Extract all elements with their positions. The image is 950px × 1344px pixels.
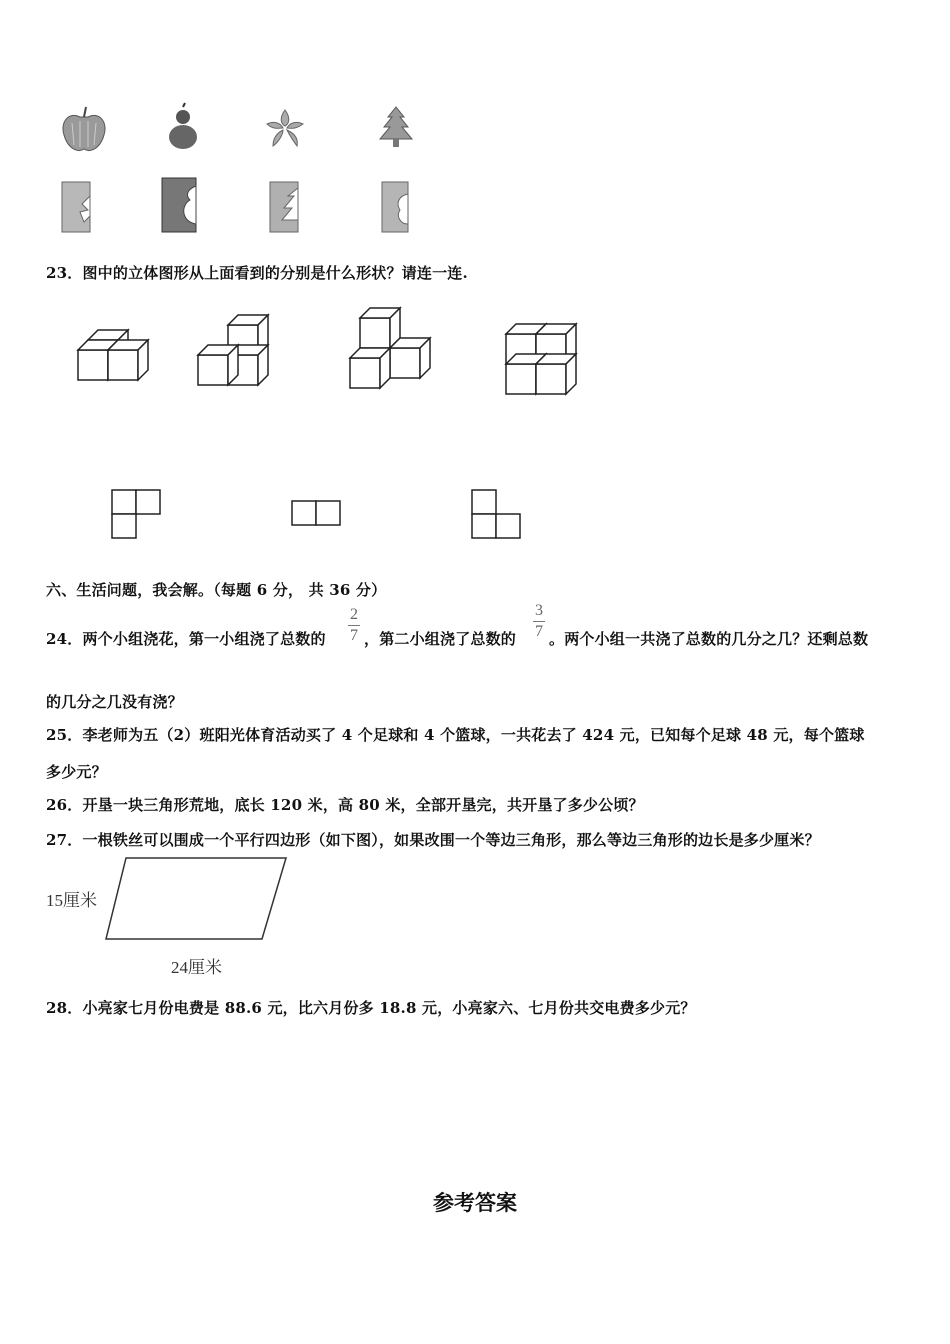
base-length-label: 24厘米 <box>171 958 222 977</box>
section-heading: 六、生活问题，我会解。（每题 6 分， 共 36 分） <box>46 581 387 599</box>
tree-cutout-icon <box>380 107 412 147</box>
fraction-denominator: 7 <box>350 627 358 644</box>
paper-gourd-fold-icon <box>162 178 196 232</box>
q23-figures <box>70 300 590 550</box>
question-24-part1: 24．两个小组浇花，第一小组浇了总数的 <box>46 630 326 648</box>
parallelogram-figure <box>100 856 300 946</box>
top-view-1 <box>112 490 160 538</box>
gourd-cutout-icon <box>169 103 197 149</box>
question-27: 27．一根铁丝可以围成一个平行四边形（如下图），如果改围一个等边三角形，那么等边三角形的边长是多少厘米？ <box>46 831 820 849</box>
solid-figure-4 <box>506 324 576 394</box>
fraction-denominator: 7 <box>535 623 543 640</box>
paper-star-fold-icon <box>62 182 90 232</box>
top-view-3 <box>472 490 520 538</box>
paper-tree-fold-icon <box>270 182 298 232</box>
paper-cutout-figures <box>50 100 450 240</box>
fraction-bar <box>348 625 360 626</box>
answers-title: 参考答案 <box>433 1191 517 1215</box>
question-26: 26．开垦一块三角形荒地，底长 120 米，高 80 米，全部开垦完，共开垦了多少公顷？ <box>46 796 644 814</box>
flower-cutout-icon <box>267 110 303 146</box>
question-28: 28．小亮家七月份电费是 88.6 元，比六月份多 18.8 元，小亮家六、七月份共交电费多少元？ <box>46 999 696 1017</box>
fraction-2-7 <box>346 606 362 645</box>
fraction-3-7 <box>531 602 547 641</box>
question-24-part3: 。两个小组一共浇了总数的几分之几？还剩总数 <box>549 630 869 648</box>
question-24-line2: 的几分之几没有浇？ <box>46 693 183 711</box>
top-view-2 <box>292 501 340 525</box>
question-23: 23．图中的立体图形从上面看到的分别是什么形状？请连一连. <box>46 264 468 282</box>
solid-figure-2 <box>198 315 268 385</box>
fraction-numerator: 2 <box>350 606 358 623</box>
solid-figure-1 <box>78 330 148 380</box>
fraction-bar <box>533 621 545 622</box>
solid-figure-3 <box>350 308 430 388</box>
side-length-label: 15厘米 <box>46 891 97 910</box>
question-25-line1: 25．李老师为五（2）班阳光体育活动买了 4 个足球和 4 个篮球，一共花去了 424 元，已知每个足球 48 元，每个篮球 <box>46 726 865 744</box>
fraction-numerator: 3 <box>535 602 543 619</box>
question-25-line2: 多少元？ <box>46 763 107 781</box>
question-24-part2: ，第二小组浇了总数的 <box>364 630 517 648</box>
paper-apple-fold-icon <box>382 182 408 232</box>
apple-cutout-icon <box>63 107 105 150</box>
